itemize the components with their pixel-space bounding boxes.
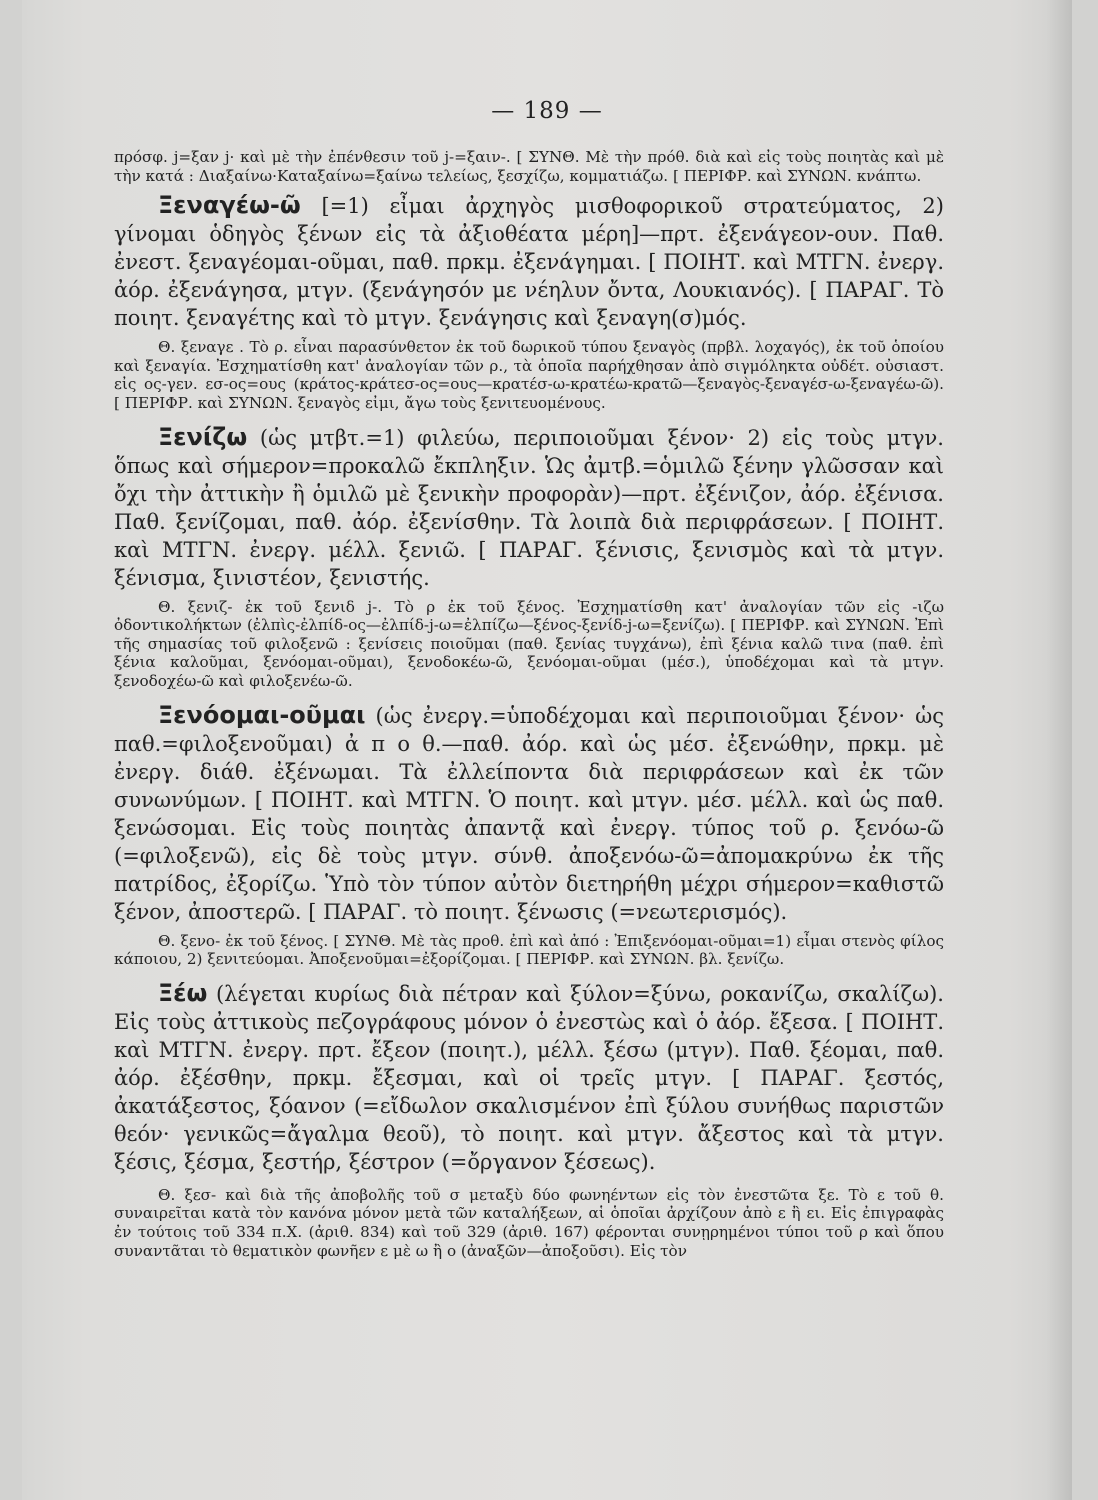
entry-xenizo [114, 423, 944, 691]
entry-lemma: Ξεναγέω-ῶ [158, 191, 301, 220]
entry-definition: (λέγεται κυρίως διὰ πέτραν καὶ ξύλον=ξύνω, ροκανίζω, σκαλίζω). Εἰς τοὺς ἀττικοὺς πεζογράφους μόνον ὁ ἐνεστὼς καὶ ὁ ἀόρ. ἔξεσα. [ ΠΟΙΗΤ. καὶ ΜΤΓΝ. ἐνεργ. πρτ. ἔξεον (ποιητ.), μέλλ. ξέσω (μτγν). Παθ. ξέομαι, παθ. ἀόρ. ἐξέσθην, πρκμ. ἔξεσμαι, καὶ οἱ τρεῖς μτγν. [ ΠΑΡΑΓ. ξεστός, ἀκατάξεστος, ξόανον (=εἴδωλον σκαλισμένον ἐπὶ ξύλου συνήθως παριστῶν θεόν· γενικῶς=ἄγαλμα θεοῦ), τὸ ποιητ. καὶ μτγν. ἄξεστος καὶ τὰ μτγν. ξέσις, ξέσμα, ξεστήρ, ξέστρον (=ὄργανον ξέσεως). [114, 981, 944, 1174]
entry-etymology-note: Θ. ξενιζ- ἐκ τοῦ ξενιδ j-. Τὸ ρ ἐκ τοῦ ξένος. Ἐσχηματίσθη κατ' ἀναλογίαν τῶν εἰς -ιζω ὀδοντικολήκτων (ἐλπὶς-ἐλπίδ-ος—ἐλπίδ-j-ω=ἐλπίζω—ξένος-ξενίδ-j-ω=ξενίζω). [ ΠΕΡΙΦΡ. καὶ ΣΥΝΩΝ. Ἐπὶ τῆς σημασίας τοῦ φιλοξενῶ : ξενίσεις ποιοῦμαι (παθ. ξενίας τυγχάνω), ἐπὶ ξένια καλῶ τινα (παθ. ἐπὶ ξένια καλοῦμαι, ξενόομαι-οῦμαι), ξενοδοκέω-ῶ, ξενόομαι-οῦμαι (μέσ.), ὑποδέχομαι καὶ τὰ μτγν. ξενοδοχέω-ῶ καὶ φιλοξενέω-ῶ. [114, 597, 944, 690]
entry-etymology-note: Θ. ξεναγε . Τὸ ρ. εἶναι παρασύνθετον ἐκ τοῦ δωρικοῦ τύπου ξεναγὸς (πρβλ. λοχαγός), ἐκ τοῦ ὁποίου καὶ ξεναγία. Ἐσχηματίσθη κατ' ἀναλογίαν τῶν ρ., τὰ ὁποῖα παρήχθησαν ἀπὸ σιγμόληκτα οὐδέτ. οὐσιαστ. εἰς ος-γεν. εσ-ος=ους (κράτος-κράτεσ-ος=ους—κρατέσ-ω-κρατέω-κρατῶ—ξεναγὸς-ξεναγέσ-ω-ξεναγέω-ῶ). [ ΠΕΡΙΦΡ. καὶ ΣΥΝΩΝ. ξεναγὸς εἰμι, ἄγω τοὺς ξενιτευομένους. [114, 338, 944, 412]
entry-body [114, 423, 944, 592]
continued-note: πρόσφ. j=ξαν j· καὶ μὲ τὴν ἐπένθεσιν τοῦ j-=ξαιν-. [ ΣΥΝΘ. Μὲ τὴν πρόθ. διὰ καὶ εἰς τοὺς ποιητὰς καὶ μὲ τὴν κατά : Διαξαίνω·Καταξαίνω=ξαίνω τελείως, ξεσχίζω, κομματιάζω. [ ΠΕΡΙΦΡ. καὶ ΣΥΝΩΝ. κνάπτω. [114, 148, 944, 185]
entry-lemma: Ξενόομαι-οῦμαι [158, 700, 366, 729]
entry-definition: (ὡς ἐνεργ.=ὑποδέχομαι καὶ περιποιοῦμαι ξένον· ὡς παθ.=φιλοξενοῦμαι) ἀ π ο θ.—παθ. ἀόρ. καὶ ὡς μέσ. ἐξενώθην, πρκμ. μὲ ἐνεργ. διάθ. ἐξένωμαι. Τὰ ἐλλείποντα διὰ περιφράσεων καὶ ἐκ τῶν συνωνύμων. [ ΠΟΙΗΤ. καὶ ΜΤΓΝ. Ὁ ποιητ. καὶ μτγν. μέσ. μέλλ. καὶ ὡς παθ. ξενώσομαι. Εἰς τοὺς ποιητὰς ἀπαντᾷ καὶ ἐνεργ. τύπος τοῦ ρ. ξενόω-ῶ (=φιλοξενῶ), εἰς δὲ τοὺς μτγν. σύνθ. ἀποξενόω-ῶ=ἀπομακρύνω ἐκ τῆς πατρίδος, ἐξορίζω. Ὑπὸ τὸν τύπον αὐτὸν διετηρήθη μέχρι σήμερον=καθιστῶ ξένον, ἀποστερῶ. [ ΠΑΡΑΓ. τὸ ποιητ. ξένωσις (=νεωτερισμός). [114, 703, 944, 924]
entry-xenoomai [114, 701, 944, 969]
entry-definition: (ὡς μτβτ.=1) φιλεύω, περιποιοῦμαι ξένον· 2) εἰς τοὺς μτγν. ὅπως καὶ σήμερον=προκαλῶ ἔκπληξιν. Ὡς ἀμτβ.=ὁμιλῶ ξένην γλῶσσαν καὶ ὄχι τὴν ἀττικὴν ἢ ὁμιλῶ μὲ ξενικὴν προφορὰν)—πρτ. ἐξένιζον, ἀόρ. ἐξένισα. Παθ. ξενίζομαι, παθ. ἀόρ. ἐξενίσθην. Τὰ λοιπὰ διὰ περιφράσεων. [ ΠΟΙΗΤ. καὶ ΜΤΓΝ. ἐνεργ. μέλλ. ξενιῶ. [ ΠΑΡΑΓ. ξένισις, ξενισμὸς καὶ τὰ μτγν. ξένισμα, ξινιστέον, ξενιστής. [114, 425, 944, 590]
entry-lemma: Ξενίζω [158, 422, 248, 451]
entry-xeo [114, 979, 944, 1260]
page-edge-shadow [1046, 0, 1072, 1500]
entry-definition: [=1) εἶμαι ἀρχηγὸς μισθοφορικοῦ στρατεύματος, 2) γίνομαι ὁδηγὸς ξένων εἰς τὰ ἀξιοθέατα μέρη]—πρτ. ἐξενάγεον-ουν. Παθ. ἐνεστ. ξεναγέομαι-οῦμαι, παθ. πρκμ. ἐξενάγημαι. [ ΠΟΙΗΤ. καὶ ΜΤΓΝ. ἐνεργ. ἀόρ. ἐξενάγησα, μτγν. (ξενάγησόν με νέηλυν ὄντα, Λουκιανός). [ ΠΑΡΑΓ. Τὸ ποιητ. ξεναγέτης καὶ τὸ μτγν. ξενάγησις καὶ ξεναγη(σ)μός. [114, 194, 944, 331]
entry-body [114, 979, 944, 1176]
entry-lemma: Ξέω [158, 978, 208, 1007]
entry-body [114, 191, 944, 332]
entry-etymology-note: Θ. ξεσ- καὶ διὰ τῆς ἀποβολῆς τοῦ σ μεταξὺ δύο φωνηέντων εἰς τὸν ἐνεστῶτα ξε. Τὸ ε τοῦ θ. συναιρεῖται κατὰ τὸν κανόνα μόνον μετὰ τῶν καταλήξεων, αἱ ὁποῖαι ἀρχίζουν ἀπὸ ε ἢ ει. Εἰς ἐπιγραφὰς ἐν τούτοις τοῦ 334 π.Χ. (ἀριθ. 834) καὶ τοῦ 329 (ἀριθ. 167) φέρονται συνῃρημένοι τύποι τοῦ ρ καὶ ὅπου συναντᾶται τὸ θεματικὸν φωνῆεν ε μὲ ω ἢ ο (ἀναξῶν—ἀποξοῦσι). Εἰς τὸν [114, 1185, 944, 1260]
entry-etymology-note: Θ. ξενο- ἐκ τοῦ ξένος. [ ΣΥΝΘ. Μὲ τὰς προθ. ἐπὶ καὶ ἀπό : Ἐπιξενόομαι-οῦμαι=1) εἶμαι στενὸς φίλος κάποιου, 2) ξενιτεύομαι. Ἀποξενοῦμαι=ἐξορίζομαι. [ ΠΕΡΙΦΡ. καὶ ΣΥΝΩΝ. βλ. ξενίζω. [114, 931, 944, 969]
entry-xenageo [114, 191, 944, 412]
entry-body [114, 701, 944, 926]
book-page [22, 0, 1072, 1500]
dictionary-text [114, 148, 944, 1260]
page-number: — 189 — [491, 98, 603, 124]
